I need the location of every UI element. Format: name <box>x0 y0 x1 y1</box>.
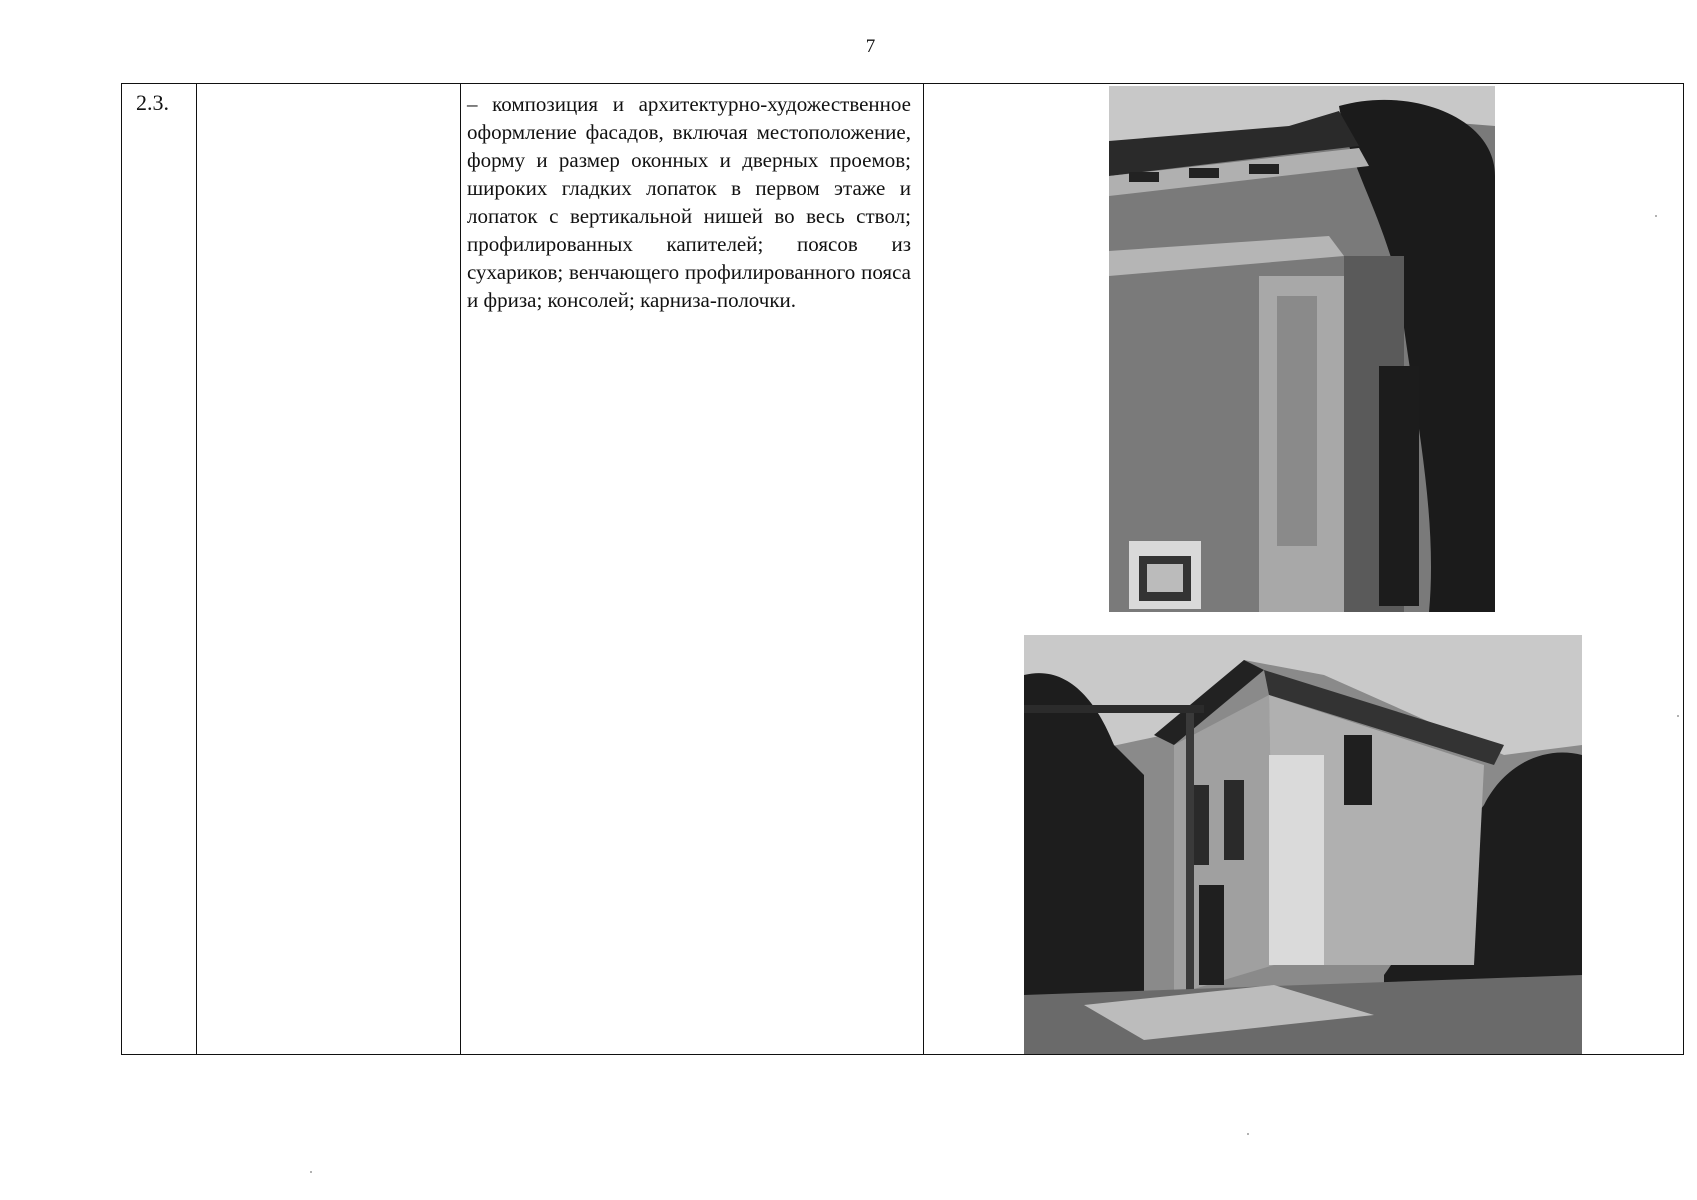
facade-corner-photo <box>1109 86 1495 612</box>
column-divider <box>196 84 197 1054</box>
scan-speck <box>1247 1133 1249 1135</box>
column-divider <box>923 84 924 1054</box>
description-cell: – композиция и архитектурно-художественное оформление фасадов, включая местоположение, форму и размер оконных и дверных проемов; широких гладких лопаток в первом этаже и лопаток с вертикальной нишей во весь ствол; профилированных капителей; поясов из сухариков; венчающего профилированного пояса и фриза; консолей; карниза-полочки. <box>467 92 911 312</box>
column-divider <box>460 84 461 1054</box>
scan-speck <box>1655 215 1657 217</box>
page-number: 7 <box>865 36 876 57</box>
row-number-cell: 2.3. <box>136 90 169 115</box>
scan-speck <box>1677 715 1679 717</box>
building-overview-photo <box>1024 635 1582 1054</box>
scan-speck <box>310 1171 312 1173</box>
document-table <box>121 83 1684 1055</box>
